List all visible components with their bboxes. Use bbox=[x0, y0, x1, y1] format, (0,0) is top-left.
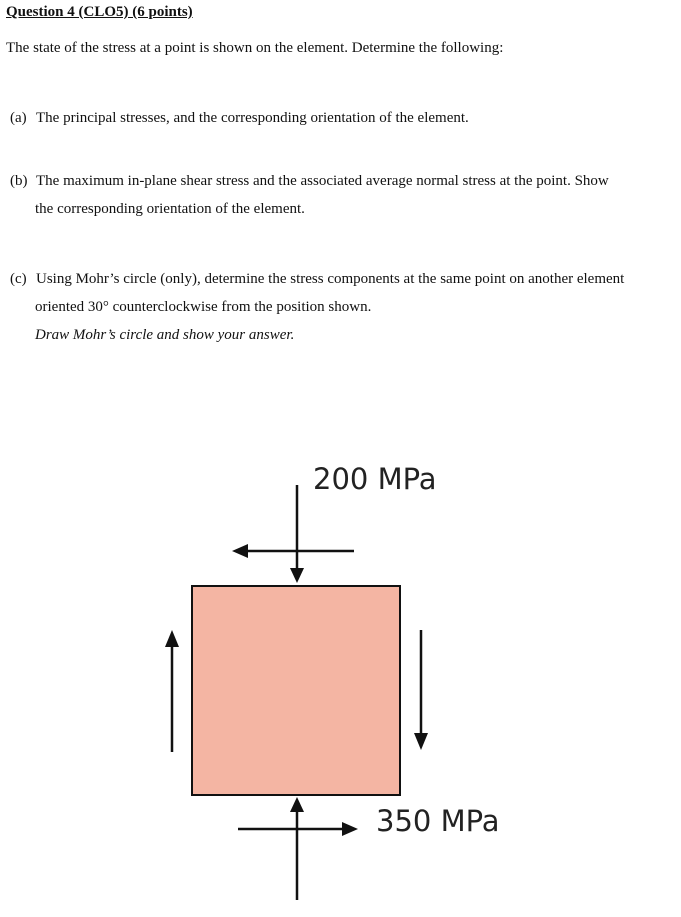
part-b-line1: The maximum in-plane shear stress and the associated average normal stress at the point. Show bbox=[36, 173, 609, 189]
bottom-shear-arrowhead bbox=[342, 822, 358, 836]
right-shear-arrowhead bbox=[414, 733, 428, 750]
part-b-line2: the corresponding orientation of the element. bbox=[35, 201, 305, 217]
bottom-normal-stress-arrowhead bbox=[290, 797, 304, 812]
shear-stress-label: 350 MPa bbox=[376, 804, 500, 838]
part-c-line1: Using Mohr’s circle (only), determine the stress components at the same point on another element bbox=[36, 271, 625, 287]
part-a-marker: (a) bbox=[10, 110, 27, 126]
top-normal-stress-arrowhead bbox=[290, 568, 304, 583]
part-a-text: The principal stresses, and the corresponding orientation of the element. bbox=[36, 110, 469, 126]
part-c-line2: oriented 30° counterclockwise from the position shown. bbox=[35, 299, 372, 315]
part-c-line3: Draw Mohr’s circle and show your answer. bbox=[35, 327, 295, 343]
left-shear-arrowhead bbox=[165, 630, 179, 647]
part-b-marker: (b) bbox=[10, 173, 28, 189]
question-intro: The state of the stress at a point is shown on the element. Determine the following: bbox=[6, 40, 504, 56]
normal-stress-label: 200 MPa bbox=[313, 462, 437, 496]
top-shear-arrowhead bbox=[232, 544, 248, 558]
stress-element bbox=[192, 586, 400, 795]
question-heading: Question 4 (CLO5) (6 points) bbox=[6, 4, 193, 20]
part-c-marker: (c) bbox=[10, 271, 27, 287]
